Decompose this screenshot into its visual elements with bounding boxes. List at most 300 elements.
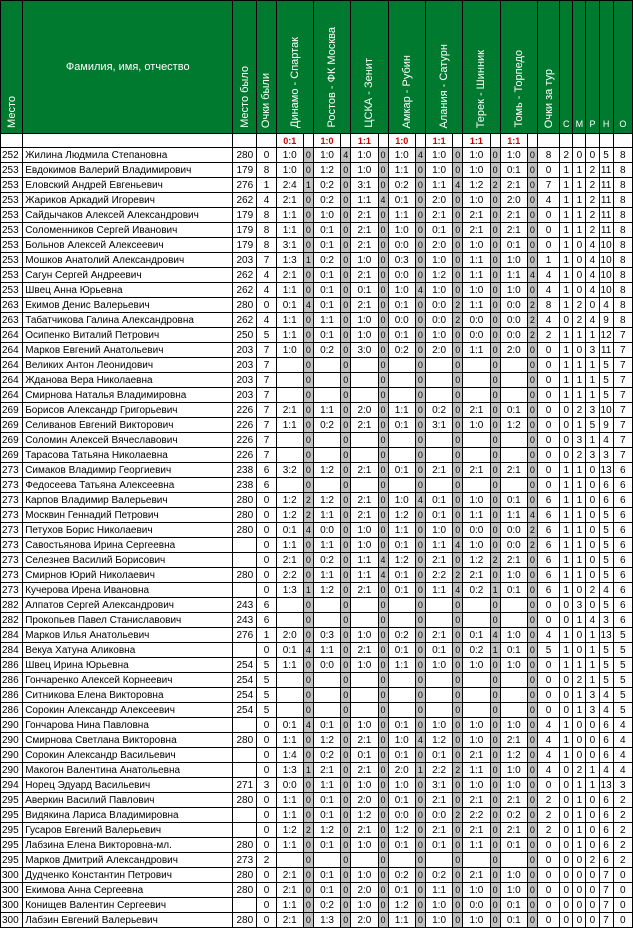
stat-cell: 0: [586, 523, 599, 538]
prediction-points-cell: 0: [341, 238, 351, 253]
prediction-cell: 1:0: [351, 523, 378, 538]
prediction-points-cell: 0: [490, 883, 500, 898]
prediction-points-cell: 0: [490, 568, 500, 583]
prediction-cell: 1:1: [313, 538, 340, 553]
points-before-cell: 5: [257, 703, 276, 718]
prediction-cell: 2:1: [276, 193, 303, 208]
prediction-points-cell: 4: [453, 538, 463, 553]
prediction-points-cell: 0: [341, 403, 351, 418]
stat-cell: 6: [613, 508, 632, 523]
tour-points-cell: 0: [537, 223, 559, 238]
prediction-cell: 0:1: [313, 883, 340, 898]
stat-cell: 0: [573, 913, 586, 928]
prediction-cell: [351, 853, 378, 868]
prediction-points-cell: 1: [490, 643, 500, 658]
prediction-points-cell: 0: [490, 868, 500, 883]
prediction-points-cell: 0: [341, 853, 351, 868]
prediction-points-cell: 0: [453, 658, 463, 673]
prediction-cell: 0:2: [388, 343, 415, 358]
prediction-cell: 1:0: [388, 283, 415, 298]
prediction-points-cell: 0: [341, 673, 351, 688]
prediction-points-cell: 0: [341, 643, 351, 658]
tour-points-cell: 6: [537, 553, 559, 568]
prediction-points-cell: 0: [490, 208, 500, 223]
prev-place-cell: 280: [233, 493, 257, 508]
prediction-cell: [425, 358, 452, 373]
prediction-cell: 0:1: [313, 223, 340, 238]
prediction-cell: 0:1: [313, 808, 340, 823]
prediction-points-cell: 0: [341, 538, 351, 553]
prediction-cell: [425, 703, 452, 718]
header-m: М: [573, 1, 586, 134]
stat-cell: 1: [560, 253, 573, 268]
tour-points-cell: 4: [537, 313, 559, 328]
prediction-points-cell: 0: [453, 508, 463, 523]
prediction-cell: 1:0: [313, 208, 340, 223]
table-row: [1, 238, 633, 253]
prediction-points-cell: 0: [453, 268, 463, 283]
prediction-points-cell: 0: [527, 883, 537, 898]
prev-place-cell: 280: [233, 298, 257, 313]
prediction-points-cell: 0: [490, 478, 500, 493]
points-before-cell: 0: [257, 583, 276, 598]
stat-cell: 7: [613, 418, 632, 433]
table-row: [1, 568, 633, 583]
prediction-cell: 1:0: [463, 148, 490, 163]
place-cell: 286: [1, 658, 23, 673]
stat-cell: 4: [586, 253, 599, 268]
prediction-points-cell: 0: [378, 703, 388, 718]
prediction-cell: 2:1: [351, 223, 378, 238]
stat-cell: 7: [613, 328, 632, 343]
prediction-cell: 1:3: [276, 253, 303, 268]
prediction-cell: 0:1: [388, 883, 415, 898]
tour-points-cell: 0: [537, 418, 559, 433]
stat-cell: 3: [586, 688, 599, 703]
stat-cell: 1: [560, 733, 573, 748]
name-cell: Лабзина Елена Викторовна-мл.: [23, 838, 233, 853]
prediction-cell: 1:1: [500, 268, 527, 283]
prediction-points-cell: 0: [378, 808, 388, 823]
prediction-cell: 1:1: [276, 313, 303, 328]
stat-cell: 0: [586, 493, 599, 508]
table-row: [1, 688, 633, 703]
prediction-points-cell: 0: [378, 838, 388, 853]
tour-points-cell: 4: [537, 718, 559, 733]
stat-cell: 6: [599, 733, 613, 748]
stat-cell: 9: [599, 418, 613, 433]
prev-place-cell: 226: [233, 448, 257, 463]
stat-cell: 2: [586, 163, 599, 178]
prediction-points-cell: 0: [303, 343, 313, 358]
prediction-cell: 1:0: [463, 538, 490, 553]
prediction-points-cell: 0: [415, 643, 425, 658]
stat-cell: 1: [560, 718, 573, 733]
prediction-points-cell: 0: [453, 448, 463, 463]
name-cell: Швец Анна Юрьевна: [23, 283, 233, 298]
prediction-points-cell: 0: [453, 208, 463, 223]
stat-cell: 1: [560, 178, 573, 193]
prediction-cell: 2:1: [351, 298, 378, 313]
stat-cell: 5: [586, 418, 599, 433]
prediction-cell: 2:1: [351, 508, 378, 523]
stat-cell: 1: [560, 658, 573, 673]
place-cell: 269: [1, 433, 23, 448]
prediction-cell: [388, 478, 415, 493]
prediction-cell: 2:1: [313, 763, 340, 778]
prediction-cell: 1:2: [425, 268, 452, 283]
prediction-cell: 1:1: [276, 418, 303, 433]
prediction-cell: [463, 373, 490, 388]
prediction-points-cell: 0: [453, 403, 463, 418]
prediction-cell: 2:0: [425, 343, 452, 358]
prediction-points-cell: 2: [453, 763, 463, 778]
stat-cell: 2: [573, 448, 586, 463]
match-result: 1:0: [313, 134, 340, 148]
prediction-points-cell: 0: [303, 688, 313, 703]
prediction-cell: 0:3: [313, 628, 340, 643]
stat-cell: 5: [613, 703, 632, 718]
prediction-cell: [388, 388, 415, 403]
prediction-points-cell: 0: [415, 598, 425, 613]
stat-cell: 4: [599, 703, 613, 718]
stat-cell: 5: [613, 658, 632, 673]
prediction-cell: 1:0: [388, 493, 415, 508]
stat-cell: 5: [613, 628, 632, 643]
stat-cell: 0: [573, 883, 586, 898]
prediction-points-cell: 0: [415, 313, 425, 328]
prediction-cell: [388, 613, 415, 628]
prediction-points-cell: 0: [490, 853, 500, 868]
prediction-cell: 0:1: [388, 193, 415, 208]
prediction-cell: 0:1: [313, 838, 340, 853]
points-before-cell: 7: [257, 358, 276, 373]
prediction-cell: 1:2: [388, 898, 415, 913]
prediction-cell: 1:0: [313, 148, 340, 163]
prediction-points-cell: 0: [527, 763, 537, 778]
prediction-points-cell: 0: [415, 373, 425, 388]
prediction-points-cell: 0: [527, 148, 537, 163]
prediction-cell: 2:0: [500, 343, 527, 358]
stat-cell: 0: [560, 913, 573, 928]
prediction-cell: 1:1: [276, 838, 303, 853]
prediction-points-cell: 0: [490, 718, 500, 733]
prediction-cell: 0:1: [276, 718, 303, 733]
stat-cell: 7: [613, 403, 632, 418]
stat-cell: 1: [573, 418, 586, 433]
prediction-cell: 1:2: [313, 493, 340, 508]
prev-place-cell: 262: [233, 313, 257, 328]
prediction-cell: [500, 388, 527, 403]
points-before-cell: 6: [257, 613, 276, 628]
prediction-points-cell: 0: [453, 718, 463, 733]
prediction-points-cell: 0: [341, 223, 351, 238]
name-cell: Векуа Хатуна Аликовна: [23, 643, 233, 658]
prediction-points-cell: 0: [341, 388, 351, 403]
prediction-cell: 0:1: [313, 298, 340, 313]
prediction-cell: 1:2: [425, 733, 452, 748]
prev-place-cell: 179: [233, 223, 257, 238]
table-row: [1, 418, 633, 433]
prediction-cell: 1:1: [276, 223, 303, 238]
prev-place-cell: 280: [233, 883, 257, 898]
tour-points-cell: 0: [537, 883, 559, 898]
stat-cell: 13: [600, 629, 612, 641]
place-cell: 273: [1, 553, 23, 568]
stat-cell: 5: [599, 373, 613, 388]
stat-cell: 1: [560, 283, 573, 298]
prediction-cell: 2:1: [351, 268, 378, 283]
prediction-cell: 2:1: [351, 763, 378, 778]
prediction-cell: 1:1: [425, 583, 452, 598]
stat-cell: 8: [613, 253, 632, 268]
stat-cell: 1: [560, 508, 573, 523]
prediction-cell: 1:0: [500, 253, 527, 268]
stat-cell: 11: [600, 209, 612, 221]
prev-place-cell: 280: [233, 793, 257, 808]
prev-place-cell: 203: [233, 343, 257, 358]
prediction-cell: 2:1: [351, 583, 378, 598]
prediction-points-cell: 0: [527, 913, 537, 928]
prediction-cell: 1:0: [388, 733, 415, 748]
stat-cell: 10: [600, 284, 612, 296]
place-cell: 253: [1, 163, 23, 178]
prediction-points-cell: 0: [415, 178, 425, 193]
prediction-points-cell: 0: [527, 163, 537, 178]
stat-cell: 1: [560, 628, 573, 643]
stat-cell: 6: [613, 598, 632, 613]
prediction-cell: 1:3: [276, 583, 303, 598]
prediction-cell: 2:1: [500, 733, 527, 748]
prediction-cell: 0:0: [425, 808, 452, 823]
stat-cell: 0: [560, 703, 573, 718]
prev-place-cell: 280: [233, 838, 257, 853]
prediction-points-cell: 0: [378, 658, 388, 673]
stat-cell: 1: [586, 643, 599, 658]
points-before-cell: 0: [257, 568, 276, 583]
place-cell: 273: [1, 568, 23, 583]
tour-points-cell: 0: [537, 463, 559, 478]
stat-cell: 0: [573, 253, 586, 268]
stat-cell: 1: [560, 523, 573, 538]
prediction-cell: 1:1: [351, 568, 378, 583]
prediction-cell: 1:0: [351, 658, 378, 673]
points-before-cell: 7: [257, 448, 276, 463]
points-before-cell: 0: [257, 508, 276, 523]
prediction-cell: 1:0: [500, 628, 527, 643]
table-row: [1, 913, 633, 928]
prediction-cell: [500, 673, 527, 688]
prediction-cell: 1:0: [463, 493, 490, 508]
stat-cell: 0: [560, 313, 573, 328]
tour-points-cell: 0: [537, 838, 559, 853]
stat-cell: 11: [600, 194, 612, 206]
stat-cell: 2: [613, 808, 632, 823]
prev-place-cell: [233, 763, 257, 778]
prediction-cell: 2:0: [351, 913, 378, 928]
stat-cell: 1: [560, 643, 573, 658]
prev-place-cell: 238: [233, 478, 257, 493]
name-cell: Гончарова Нина Павловна: [23, 718, 233, 733]
prediction-cell: 0:0: [276, 778, 303, 793]
prediction-cell: [500, 433, 527, 448]
stat-cell: 5: [599, 538, 613, 553]
prediction-cell: 0:1: [388, 793, 415, 808]
prediction-points-cell: 2: [527, 298, 537, 313]
prediction-points-cell: 4: [415, 283, 425, 298]
prediction-cell: [463, 613, 490, 628]
table-row: [1, 613, 633, 628]
prediction-cell: 0:0: [425, 298, 452, 313]
prediction-cell: [425, 388, 452, 403]
prediction-points-cell: 0: [303, 193, 313, 208]
stat-cell: 6: [599, 808, 613, 823]
place-cell: 253: [1, 208, 23, 223]
prediction-cell: 1:1: [463, 298, 490, 313]
prev-place-cell: 276: [233, 178, 257, 193]
prediction-cell: 0:2: [313, 253, 340, 268]
place-cell: 253: [1, 193, 23, 208]
prediction-points-cell: 0: [303, 853, 313, 868]
prediction-cell: 0:1: [425, 493, 452, 508]
prediction-points-cell: 2: [303, 493, 313, 508]
name-cell: Селезнев Василий Борисович: [23, 553, 233, 568]
prev-place-cell: 254: [233, 688, 257, 703]
prediction-cell: 1:0: [463, 658, 490, 673]
stat-cell: 0: [573, 283, 586, 298]
stat-cell: 0: [586, 463, 599, 478]
tour-points-cell: 8: [537, 298, 559, 313]
prediction-points-cell: 0: [415, 568, 425, 583]
place-cell: 273: [1, 538, 23, 553]
stat-cell: 8: [613, 313, 632, 328]
prediction-points-cell: 0: [341, 823, 351, 838]
prediction-cell: 0:1: [388, 538, 415, 553]
prev-place-cell: [233, 718, 257, 733]
place-cell: 300: [1, 898, 23, 913]
prediction-points-cell: 0: [378, 508, 388, 523]
table-row: [1, 838, 633, 853]
results-row: [1, 134, 633, 148]
prediction-points-cell: 0: [303, 418, 313, 433]
prediction-points-cell: 0: [453, 358, 463, 373]
prediction-cell: [500, 613, 527, 628]
place-cell: 286: [1, 703, 23, 718]
prediction-points-cell: 0: [490, 598, 500, 613]
prediction-points-cell: 0: [378, 688, 388, 703]
table-row: [1, 793, 633, 808]
prediction-cell: 1:2: [313, 733, 340, 748]
table-row: [1, 358, 633, 373]
prediction-points-cell: 0: [490, 703, 500, 718]
prediction-cell: [463, 448, 490, 463]
prediction-points-cell: 0: [303, 628, 313, 643]
prediction-points-cell: 0: [303, 883, 313, 898]
prediction-points-cell: 0: [527, 823, 537, 838]
prediction-points-cell: 1: [303, 253, 313, 268]
prediction-points-cell: 0: [490, 343, 500, 358]
prediction-cell: [313, 478, 340, 493]
stat-cell: 10: [600, 254, 612, 266]
stat-cell: 9: [599, 313, 613, 328]
prediction-points-cell: 0: [341, 913, 351, 928]
stat-cell: 1: [560, 193, 573, 208]
place-cell: 286: [1, 673, 23, 688]
points-before-cell: 6: [257, 598, 276, 613]
stat-cell: 0: [586, 883, 599, 898]
prediction-points-cell: 0: [303, 268, 313, 283]
prev-place-cell: 203: [233, 388, 257, 403]
stat-cell: 3: [573, 598, 586, 613]
stat-cell: 11: [600, 164, 612, 176]
place-cell: 300: [1, 883, 23, 898]
stat-cell: 2: [613, 838, 632, 853]
stat-cell: 0: [560, 883, 573, 898]
prediction-points-cell: 0: [527, 283, 537, 298]
prediction-cell: 0:0: [425, 313, 452, 328]
prediction-points-cell: 0: [415, 253, 425, 268]
stat-cell: 0: [586, 838, 599, 853]
prediction-cell: 1:0: [276, 148, 303, 163]
prediction-points-cell: 0: [415, 553, 425, 568]
stat-cell: 1: [573, 538, 586, 553]
stat-cell: 6: [599, 853, 613, 868]
prediction-points-cell: 0: [341, 688, 351, 703]
prediction-points-cell: 0: [378, 823, 388, 838]
prediction-cell: 0:0: [500, 298, 527, 313]
table-row: [1, 283, 633, 298]
prediction-points-cell: 0: [453, 823, 463, 838]
prediction-points-cell: 0: [303, 403, 313, 418]
prediction-points-cell: 0: [453, 913, 463, 928]
prediction-cell: [276, 373, 303, 388]
prediction-cell: 1:1: [388, 523, 415, 538]
stat-cell: 1: [573, 358, 586, 373]
stat-cell: 7: [613, 358, 632, 373]
prediction-points-cell: 0: [341, 358, 351, 373]
prediction-cell: 1:1: [388, 403, 415, 418]
prediction-points-cell: 0: [453, 673, 463, 688]
points-before-cell: 0: [257, 913, 276, 928]
name-cell: Табатчикова Галина Александровна: [23, 313, 233, 328]
name-cell: Соломин Алексей Вячеславович: [23, 433, 233, 448]
prediction-cell: 1:1: [276, 283, 303, 298]
prediction-points-cell: 0: [303, 478, 313, 493]
points-before-cell: 0: [257, 298, 276, 313]
prediction-points-cell: 0: [453, 688, 463, 703]
prev-place-cell: 179: [233, 238, 257, 253]
tour-points-cell: 2: [537, 793, 559, 808]
prediction-points-cell: 0: [527, 853, 537, 868]
name-cell: Великих Антон Леонидович: [23, 358, 233, 373]
prediction-cell: 1:0: [276, 163, 303, 178]
prediction-cell: 0:1: [313, 328, 340, 343]
prediction-points-cell: 0: [527, 583, 537, 598]
stat-cell: 3: [586, 343, 599, 358]
prediction-points-cell: 0: [527, 898, 537, 913]
stat-cell: 4: [586, 613, 599, 628]
stat-cell: 1: [573, 478, 586, 493]
stat-cell: 7: [613, 343, 632, 358]
prediction-cell: 2:1: [500, 223, 527, 238]
table-row: [1, 253, 633, 268]
name-cell: Прокопьев Павел Станиславович: [23, 613, 233, 628]
prediction-points-cell: 0: [378, 763, 388, 778]
prediction-points-cell: 0: [303, 538, 313, 553]
prediction-cell: 1:0: [351, 898, 378, 913]
prediction-points-cell: 0: [341, 778, 351, 793]
prediction-points-cell: 0: [341, 493, 351, 508]
